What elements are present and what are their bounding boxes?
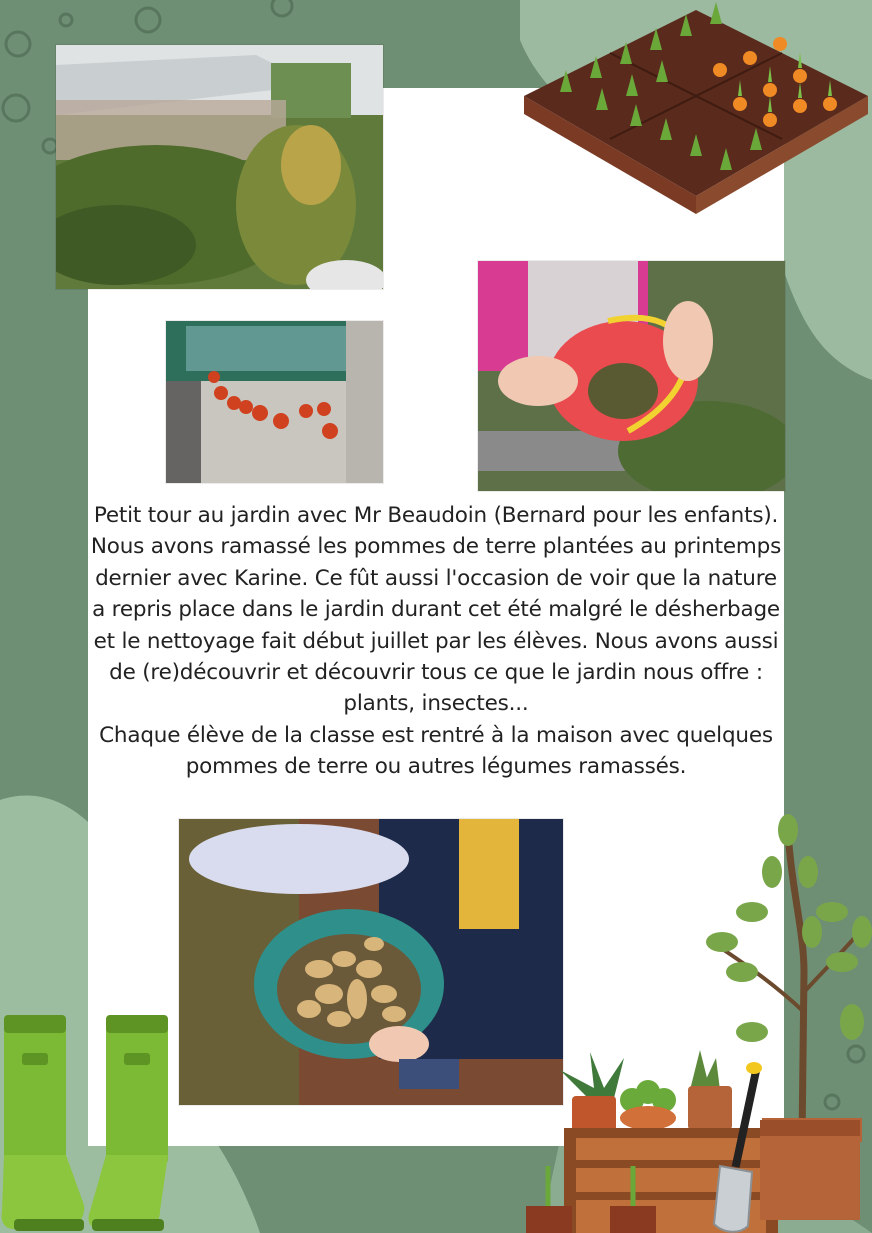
story-paragraph-1: Petit tour au jardin avec Mr Beaudoin (Bernard pour les enfants). Nous avons ramassé les pommes de terre plantées au printemps dernier avec Karine. Ce fût aussi l'occasion de voir que la nature a repris place dans le jardin durant cet été malgré le désherbage et le nettoyage fait début juillet par les élèves. Nous avons aussi de (re)découvrir et découvrir tous ce que le jardin nous offre : plants, insectes...	[90, 503, 782, 717]
vegetable-garden-bed-icon	[520, 0, 872, 220]
shovel-icon	[700, 1058, 770, 1233]
potted-plants-crate-icon	[520, 1030, 872, 1233]
tomatoes-on-windowsill-photo	[165, 320, 384, 484]
story-paragraph-2: Chaque élève de la classe est rentré à la maison avec quelques pommes de terre ou autres légumes ramassés.	[99, 722, 773, 780]
story-text	[86, 500, 786, 783]
garden-overview-photo	[55, 44, 384, 290]
red-bucket-of-leaves-photo	[477, 260, 786, 492]
bucket-of-potatoes-photo	[178, 818, 564, 1106]
green-rain-boots-icon	[0, 1005, 180, 1233]
